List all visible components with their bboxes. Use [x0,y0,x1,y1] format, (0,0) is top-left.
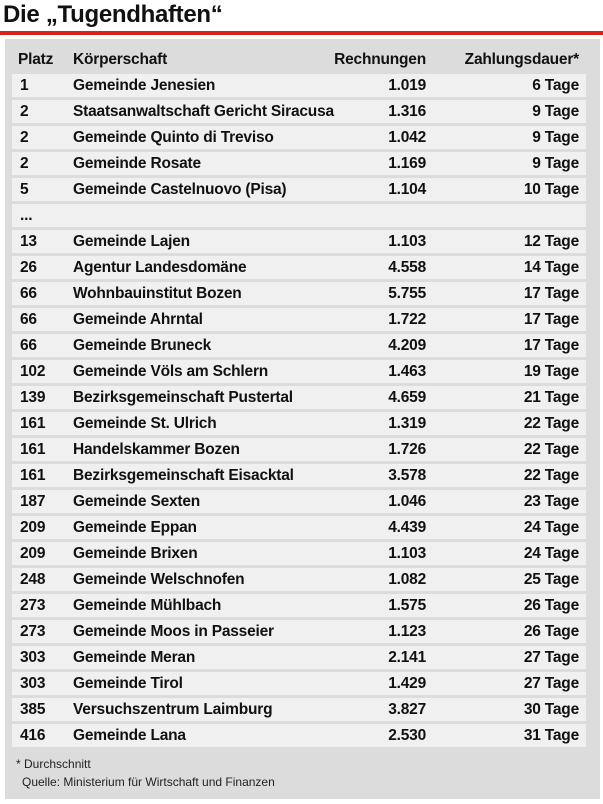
cell-zahlungsdauer: 19 Tage [523,363,579,380]
cell-platz: 209 [20,545,46,562]
cell-rechnungen: 1.046 [388,493,426,510]
table-row [12,464,586,487]
cell-koerperschaft: Gemeinde St. Ulrich [73,415,217,432]
cell-koerperschaft: Gemeinde Brixen [73,545,198,562]
cell-rechnungen: 4.659 [388,389,426,406]
table-row [12,568,586,591]
title-underline [0,31,603,35]
cell-zahlungsdauer: 14 Tage [523,259,579,276]
cell-platz: ... [20,207,33,224]
table-row [12,594,586,617]
cell-zahlungsdauer: 24 Tage [523,519,579,536]
cell-platz: 139 [20,389,46,406]
cell-zahlungsdauer: 21 Tage [523,389,579,406]
cell-zahlungsdauer: 31 Tage [523,727,579,744]
cell-platz: 1 [20,77,29,94]
cell-rechnungen: 1.019 [388,77,426,94]
cell-koerperschaft: Gemeinde Völs am Schlern [73,363,269,380]
cell-platz: 303 [20,675,46,692]
table-row [12,204,586,227]
cell-zahlungsdauer: 24 Tage [523,545,579,562]
cell-koerperschaft: Bezirksgemeinschaft Pustertal [73,389,293,406]
page-title: Die „Tugendhaften“ [3,1,223,28]
cell-koerperschaft: Staatsanwaltschaft Gericht Siracusa [73,103,334,120]
cell-platz: 5 [20,181,29,198]
cell-zahlungsdauer: 9 Tage [532,155,579,172]
cell-zahlungsdauer: 22 Tage [523,415,579,432]
cell-rechnungen: 2.530 [388,727,426,744]
table-row [12,698,586,721]
cell-zahlungsdauer: 17 Tage [523,285,579,302]
table-row [12,516,586,539]
cell-zahlungsdauer: 12 Tage [523,233,579,250]
cell-platz: 209 [20,519,46,536]
cell-koerperschaft: Handelskammer Bozen [73,441,240,458]
source-note: Quelle: Ministerium für Wirtschaft und Finanzen [22,775,275,789]
footnote: * Durchschnitt [16,757,91,771]
table-row [12,152,586,175]
table-row [12,126,586,149]
cell-platz: 161 [20,441,46,458]
cell-platz: 303 [20,649,46,666]
table-row [12,542,586,565]
cell-rechnungen: 1.042 [388,129,426,146]
cell-rechnungen: 4.209 [388,337,426,354]
cell-platz: 416 [20,727,46,744]
cell-platz: 66 [20,311,37,328]
cell-platz: 248 [20,571,46,588]
cell-platz: 273 [20,623,46,640]
cell-rechnungen: 1.123 [388,623,426,640]
table-row [12,282,586,305]
cell-platz: 2 [20,103,29,120]
cell-rechnungen: 1.103 [388,233,426,250]
header-zahlungsdauer: Zahlungsdauer* [464,51,579,68]
cell-koerperschaft: Gemeinde Meran [73,649,196,666]
cell-rechnungen: 1.722 [388,311,426,328]
header-rechnungen: Rechnungen [334,51,426,68]
header-koerperschaft: Körperschaft [73,51,168,68]
cell-koerperschaft: Gemeinde Eppan [73,519,197,536]
cell-zahlungsdauer: 6 Tage [532,77,579,94]
cell-zahlungsdauer: 22 Tage [523,467,579,484]
cell-platz: 26 [20,259,37,276]
table-row [12,412,586,435]
cell-rechnungen: 1.082 [388,571,426,588]
cell-zahlungsdauer: 26 Tage [523,597,579,614]
cell-rechnungen: 5.755 [388,285,426,302]
table-row [12,74,586,97]
cell-zahlungsdauer: 17 Tage [523,311,579,328]
cell-rechnungen: 1.103 [388,545,426,562]
cell-zahlungsdauer: 27 Tage [523,649,579,666]
table-row [12,308,586,331]
table-row [12,230,586,253]
cell-koerperschaft: Gemeinde Bruneck [73,337,212,354]
cell-koerperschaft: Gemeinde Lana [73,727,186,744]
cell-platz: 66 [20,337,37,354]
cell-koerperschaft: Agentur Landesdomäne [73,259,247,276]
cell-rechnungen: 1.575 [388,597,426,614]
table-header-row [12,48,586,72]
cell-rechnungen: 1.169 [388,155,426,172]
header-platz: Platz [18,51,54,68]
cell-zahlungsdauer: 26 Tage [523,623,579,640]
ranking-table [12,48,586,750]
table-row [12,386,586,409]
table-row [12,438,586,461]
cell-rechnungen: 3.578 [388,467,426,484]
cell-koerperschaft: Bezirksgemeinschaft Eisacktal [73,467,294,484]
cell-koerperschaft: Gemeinde Lajen [73,233,190,250]
table-row [12,360,586,383]
cell-rechnungen: 1.319 [388,415,426,432]
cell-zahlungsdauer: 30 Tage [523,701,579,718]
cell-koerperschaft: Gemeinde Tirol [73,675,183,692]
cell-koerperschaft: Gemeinde Mühlbach [73,597,222,614]
cell-koerperschaft: Gemeinde Jenesien [73,77,216,94]
cell-zahlungsdauer: 9 Tage [532,129,579,146]
cell-platz: 385 [20,701,46,718]
table-row [12,724,586,747]
table-row [12,672,586,695]
cell-zahlungsdauer: 10 Tage [523,181,579,198]
cell-koerperschaft: Gemeinde Sexten [73,493,201,510]
cell-platz: 13 [20,233,37,250]
cell-zahlungsdauer: 27 Tage [523,675,579,692]
cell-zahlungsdauer: 25 Tage [523,571,579,588]
cell-platz: 2 [20,129,29,146]
table-row [12,100,586,123]
table-row [12,334,586,357]
cell-koerperschaft: Gemeinde Moos in Passeier [73,623,274,640]
cell-koerperschaft: Gemeinde Welschnofen [73,571,245,588]
cell-rechnungen: 2.141 [388,649,426,666]
cell-platz: 161 [20,415,46,432]
cell-zahlungsdauer: 23 Tage [523,493,579,510]
cell-platz: 273 [20,597,46,614]
cell-platz: 66 [20,285,37,302]
table-row [12,620,586,643]
cell-rechnungen: 1.429 [388,675,426,692]
cell-koerperschaft: Gemeinde Quinto di Treviso [73,129,274,146]
table-row [12,490,586,513]
cell-rechnungen: 1.726 [388,441,426,458]
cell-rechnungen: 1.463 [388,363,426,380]
table-row [12,178,586,201]
cell-rechnungen: 1.316 [388,103,426,120]
cell-koerperschaft: Wohnbauinstitut Bozen [73,285,242,302]
cell-rechnungen: 3.827 [388,701,426,718]
cell-koerperschaft: Versuchszentrum Laimburg [73,701,273,718]
cell-platz: 161 [20,467,46,484]
cell-koerperschaft: Gemeinde Castelnuovo (Pisa) [73,181,287,198]
cell-platz: 187 [20,493,46,510]
cell-platz: 2 [20,155,29,172]
cell-koerperschaft: Gemeinde Rosate [73,155,201,172]
cell-rechnungen: 4.439 [388,519,426,536]
cell-zahlungsdauer: 22 Tage [523,441,579,458]
table-row [12,646,586,669]
cell-koerperschaft: Gemeinde Ahrntal [73,311,203,328]
cell-platz: 102 [20,363,46,380]
cell-zahlungsdauer: 17 Tage [523,337,579,354]
cell-rechnungen: 1.104 [388,181,426,198]
table-row [12,256,586,279]
cell-zahlungsdauer: 9 Tage [532,103,579,120]
cell-rechnungen: 4.558 [388,259,426,276]
